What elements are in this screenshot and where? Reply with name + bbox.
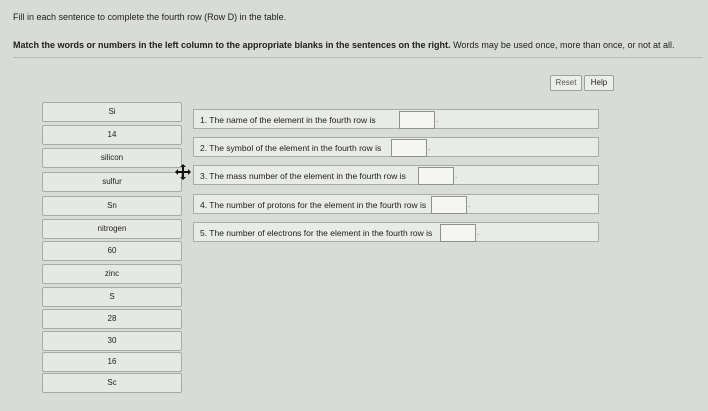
drop-slot[interactable]: [399, 111, 435, 129]
move-cursor-icon: [175, 164, 191, 180]
answer-tile[interactable]: 30: [42, 331, 182, 351]
sentence-text: 2. The symbol of the element in the fourth row is: [200, 143, 382, 153]
drop-slot[interactable]: [391, 139, 427, 157]
answer-tile[interactable]: nitrogen: [42, 219, 182, 239]
sentence-text: 3. The mass number of the element in the fourth row is: [200, 171, 406, 181]
sentence-text: 5. The number of electrons for the element in the fourth row is: [200, 228, 433, 238]
sentence-row: [193, 109, 599, 129]
answer-tile[interactable]: Sn: [42, 196, 182, 216]
sentence-end: .: [477, 228, 480, 237]
answer-tile[interactable]: sulfur: [42, 172, 182, 192]
sentence-end: .: [468, 200, 471, 209]
reset-button[interactable]: Reset: [550, 75, 582, 91]
sentence-row: [193, 165, 599, 185]
sentence-text: 4. The number of protons for the element in the fourth row is: [200, 200, 427, 210]
sentence-text: 1. The name of the element in the fourth row is: [200, 115, 376, 125]
sentence-row: [193, 222, 599, 242]
answer-tile[interactable]: 60: [42, 241, 182, 261]
answer-tile[interactable]: zinc: [42, 264, 182, 284]
help-button[interactable]: Help: [584, 75, 614, 91]
answer-tile[interactable]: Si: [42, 102, 182, 122]
sentence-row: [193, 194, 599, 214]
sentence-end: .: [428, 143, 431, 152]
answer-tile[interactable]: 28: [42, 309, 182, 329]
answer-tile[interactable]: 16: [42, 352, 182, 372]
instruction-line-2: [13, 40, 675, 50]
instruction-line-1: Fill in each sentence to complete the fourth row (Row D) in the table.: [13, 12, 287, 22]
sentence-row: [193, 137, 599, 157]
answer-tile[interactable]: 14: [42, 125, 182, 145]
instruction-line-2-rest: Words may be used once, more than once, or not at all.: [450, 40, 675, 50]
drop-slot[interactable]: [431, 196, 467, 214]
sentence-end: .: [436, 115, 439, 124]
answer-tile[interactable]: S: [42, 287, 182, 307]
drop-slot[interactable]: [440, 224, 476, 242]
sentence-end: .: [455, 171, 458, 180]
instruction-line-2-bold: Match the words or numbers in the left column to the appropriate blanks in the sentences on the right.: [13, 40, 451, 50]
drop-slot[interactable]: [418, 167, 454, 185]
answer-tile[interactable]: silicon: [42, 148, 182, 168]
divider: [13, 57, 703, 58]
answer-tile[interactable]: Sc: [42, 373, 182, 393]
